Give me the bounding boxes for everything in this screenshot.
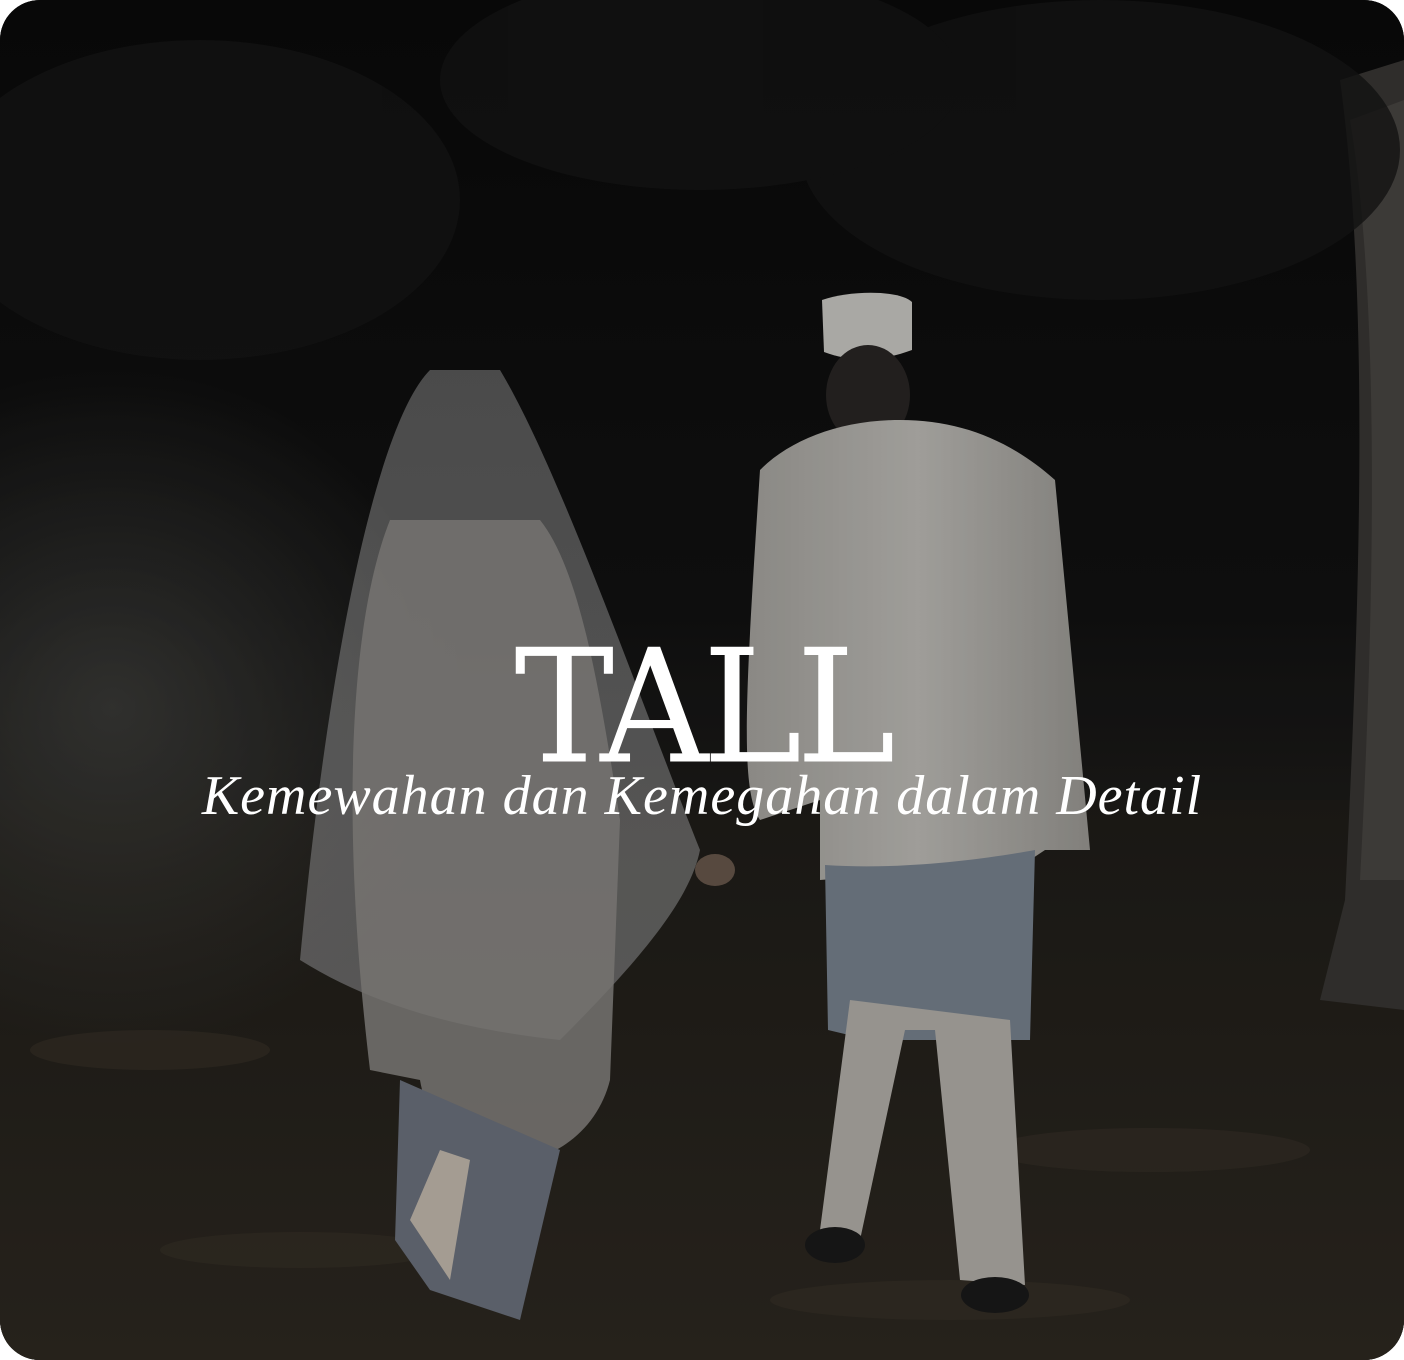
hero-subtitle: Kemewahan dan Kemegahan dalam Detail (201, 765, 1203, 827)
hero-title: TALL (514, 616, 890, 800)
